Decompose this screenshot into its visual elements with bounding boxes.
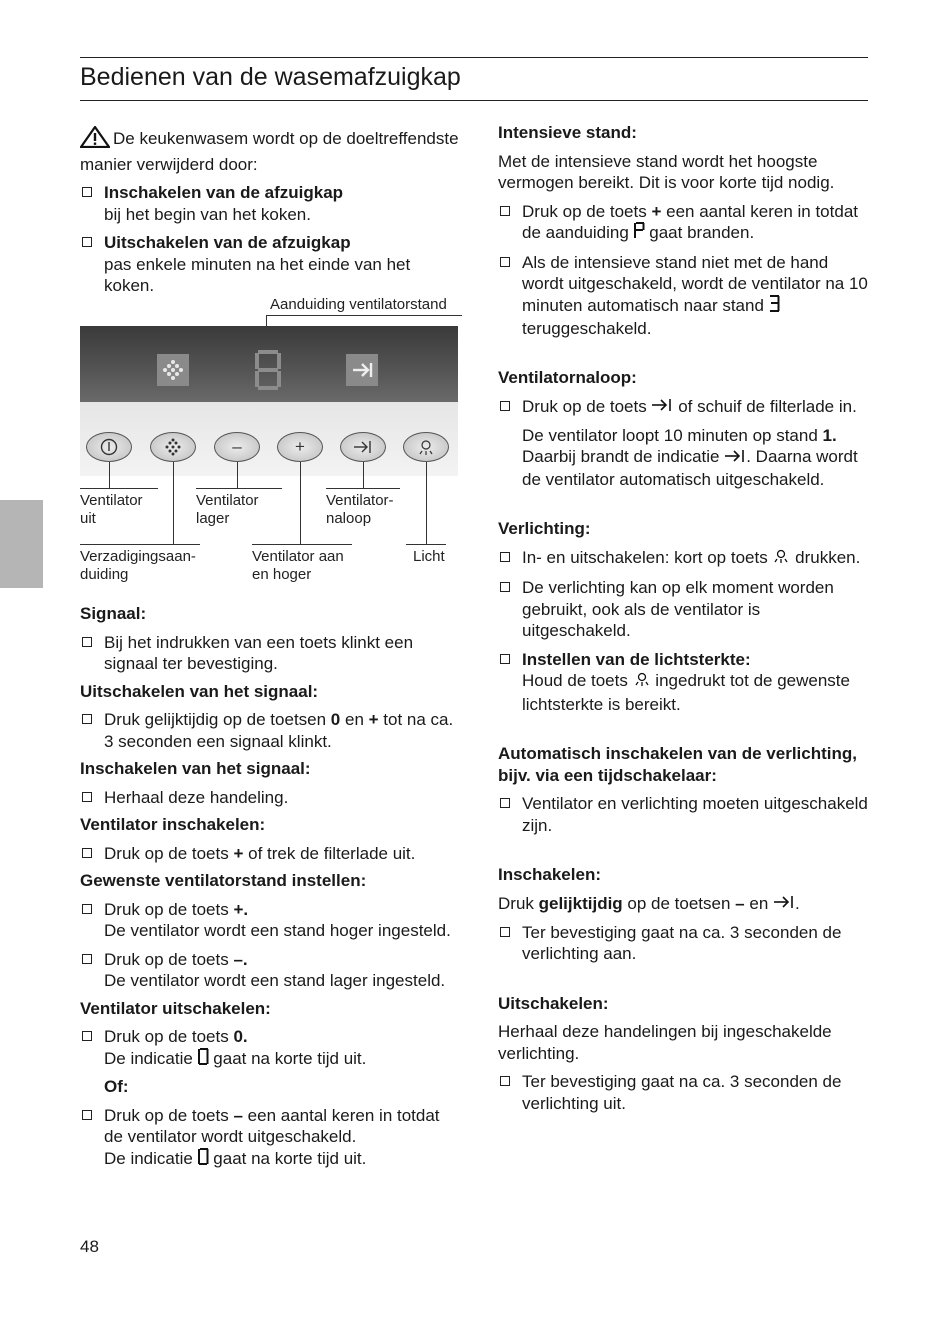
text: Houd de toets [522, 671, 633, 691]
section-heading: Inschakelen: [498, 865, 601, 885]
digit-3-icon [769, 295, 780, 318]
list-item: De verlichting kan op elk moment worden gebruikt, ook als de ventilator is uitgeschakeld. [498, 577, 870, 642]
list-item [80, 1026, 460, 1070]
emphasis: gelijktijdig [538, 893, 623, 913]
key: 0 [330, 710, 341, 729]
filter-saturation-button[interactable] [150, 432, 196, 462]
list-item [80, 949, 460, 992]
section-heading: Gewenste ventilatorstand instellen: [80, 871, 367, 890]
label-ventilator-hoger: Ventilator aan en hoger [252, 548, 344, 583]
button-panel [80, 402, 458, 476]
plus-button[interactable] [277, 432, 323, 462]
text: gaat na korte tijd uit. [208, 1148, 367, 1168]
text: Druk gelijktijdig op de toetsen [104, 710, 331, 729]
key: – [233, 1105, 243, 1125]
paragraph [498, 893, 870, 915]
filter-saturation-icon [163, 437, 183, 457]
intro-section [80, 126, 460, 297]
label-licht: Licht [413, 548, 445, 565]
text: De ventilator wordt een stand lager ingesteld. [104, 971, 446, 990]
text: tot na ca. 3 seconden een signaal klinkt. [104, 710, 454, 751]
text: en [340, 710, 369, 729]
label-ventilatornaloop: Ventilator-naloop [326, 492, 394, 527]
filter-saturation-indicator [157, 354, 189, 386]
text: . Daarna wordt de ventilator automatisch uitgeschakeld. [522, 447, 858, 489]
power-icon [99, 437, 119, 457]
text: gaat na korte tijd uit. [208, 1048, 367, 1068]
minus-icon: – [232, 437, 242, 456]
list-item [80, 232, 460, 297]
list-item: Ter bevestiging gaat na ca. 3 seconden de verlichting uit. [498, 1071, 870, 1114]
leader-plus [300, 462, 301, 544]
right-column [498, 122, 870, 1114]
fan-overrun-button[interactable] [340, 432, 386, 462]
text: Druk op de toets [104, 949, 234, 969]
seven-segment-display [253, 348, 283, 392]
text: en [744, 893, 773, 913]
list-item [80, 709, 460, 752]
key: +. [233, 899, 249, 919]
fan-overrun-icon [724, 447, 746, 469]
list-item [80, 899, 460, 942]
digit-0-icon [198, 1148, 209, 1171]
fan-overrun-indicator [346, 354, 378, 386]
light-icon [772, 547, 790, 571]
text: teruggeschakeld. [522, 318, 652, 338]
section-heading: Automatisch inschakelen van de verlichting, bijv. via een tijdschakelaar: [498, 744, 857, 785]
page-title: Bedienen van de wasemafzuigkap [80, 63, 461, 91]
item-bold: Uitschakelen van de afzuigkap [104, 233, 351, 252]
leader-minus-h [196, 488, 282, 489]
digit-p-icon [634, 222, 645, 245]
section-heading: Ventilator uitschakelen: [80, 998, 271, 1018]
list-item [80, 1105, 460, 1171]
label-ventilator-lager: Ventilator lager [196, 492, 259, 527]
text: Druk [498, 893, 539, 913]
minus-button[interactable] [214, 432, 260, 462]
item-bold: Instellen van de lichtsterkte: [522, 649, 751, 669]
top-rule [80, 57, 868, 58]
text: Druk op de toets [104, 1105, 234, 1125]
title-rule [80, 100, 868, 101]
paragraph: Herhaal deze handelingen bij ingeschakelde verlichting. [498, 1022, 832, 1063]
key: 1. [822, 425, 837, 445]
text: . [795, 893, 800, 913]
list-item [498, 649, 870, 716]
item-bold: Inschakelen van de afzuigkap [104, 183, 344, 202]
list-item [80, 843, 460, 865]
key: + [651, 201, 662, 221]
paragraph [498, 425, 870, 490]
label-ventilator-uit: Ventilator uit [80, 492, 143, 527]
list-item: Herhaal deze handeling. [80, 787, 460, 809]
text: Druk op de toets [104, 843, 234, 863]
intro-text: De keukenwasem wordt op de doeltreffendste manier verwijderd door: [80, 129, 459, 174]
text: gaat branden. [644, 223, 755, 242]
section-heading: Ventilatornaloop: [498, 368, 637, 388]
list-item [498, 396, 870, 418]
text: of trek de filterlade uit. [243, 843, 416, 863]
warning-icon [80, 126, 110, 154]
text: ingedrukt tot de gewenste lichtsterkte is bereikt. [522, 671, 850, 714]
fan-overrun-icon [773, 893, 795, 915]
key: + [233, 843, 244, 863]
text: In- en uitschakelen: kort op toets [522, 547, 773, 567]
fan-overrun-icon [352, 439, 374, 455]
text: Druk op de toets [104, 1027, 234, 1046]
or-label: Of: [104, 1077, 129, 1097]
text: De indicatie [104, 1048, 198, 1068]
leader-saturation [173, 462, 174, 544]
key: + [368, 710, 379, 729]
leader-power-h [80, 488, 158, 489]
text: of schuif de filterlade in. [673, 396, 857, 416]
left-column-lower [80, 603, 460, 1171]
section-heading: Verlichting: [498, 519, 591, 539]
item-text: bij het begin van het koken. [104, 204, 311, 224]
display-leader-h [266, 315, 462, 316]
key: – [735, 893, 745, 913]
leader-power [109, 462, 110, 488]
paragraph: Met de intensieve stand wordt het hoogste vermogen bereikt. Dit is voor korte tijd nodig. [498, 151, 835, 192]
list-item [498, 547, 870, 571]
plus-icon: + [295, 437, 305, 456]
leader-light [426, 462, 427, 544]
key: –. [233, 949, 248, 969]
text: een aantal keren in totdat de aanduiding [522, 201, 858, 242]
display-label: Aanduiding ventilatorstand [270, 296, 447, 313]
light-icon [416, 437, 436, 457]
text: De indicatie [104, 1148, 198, 1168]
section-heading: Uitschakelen: [498, 993, 609, 1013]
text: Druk op de toets [522, 201, 652, 221]
text: Druk op de toets [522, 396, 652, 416]
light-icon [633, 670, 651, 694]
leader-light-h [406, 544, 446, 545]
page-number: 48 [80, 1237, 99, 1256]
side-tab [0, 500, 43, 588]
leader-saturation-h [80, 544, 200, 545]
power-button[interactable] [86, 432, 132, 462]
text: Als de intensieve stand niet met de hand wordt uitgeschakeld, wordt de ventilator na 10 minuten automatisch naar stand [522, 252, 868, 315]
leader-overrun [363, 462, 364, 488]
list-item [498, 201, 870, 245]
text: op de toetsen [622, 893, 736, 913]
fan-overrun-icon [651, 396, 673, 418]
section-heading: Signaal: [80, 604, 147, 623]
item-text: pas enkele minuten na het einde van het koken. [104, 254, 411, 295]
section-heading: Inschakelen van het signaal: [80, 759, 311, 778]
text: Druk op de toets [104, 899, 234, 919]
list-item: Ventilator en verlichting moeten uitgeschakeld zijn. [498, 793, 870, 836]
leader-plus-h [252, 544, 352, 545]
section-heading: Intensieve stand: [498, 123, 637, 142]
text: Daarbij brandt de indicatie [522, 447, 725, 467]
list-item: Bij het indrukken van een toets klinkt een signaal ter bevestiging. [80, 632, 460, 675]
list-item [80, 182, 460, 225]
section-heading: Ventilator inschakelen: [80, 815, 266, 834]
text: een aantal keren in totdat de ventilator wordt uitgeschakeld. [104, 1105, 440, 1147]
leader-overrun-h [326, 488, 400, 489]
list-item [498, 252, 870, 339]
label-verzadiging: Verzadigingsaan-duiding [80, 548, 196, 583]
leader-minus [237, 462, 238, 488]
section-heading: Uitschakelen van het signaal: [80, 681, 319, 701]
light-button[interactable] [403, 432, 449, 462]
key: 0. [233, 1027, 248, 1046]
list-item: Ter bevestiging gaat na ca. 3 seconden de verlichting aan. [498, 922, 870, 965]
text: drukken. [790, 547, 861, 567]
digit-0-icon [198, 1048, 209, 1071]
text: De ventilator wordt een stand hoger ingesteld. [104, 921, 451, 940]
text: De ventilator loopt 10 minuten op stand [522, 425, 823, 445]
